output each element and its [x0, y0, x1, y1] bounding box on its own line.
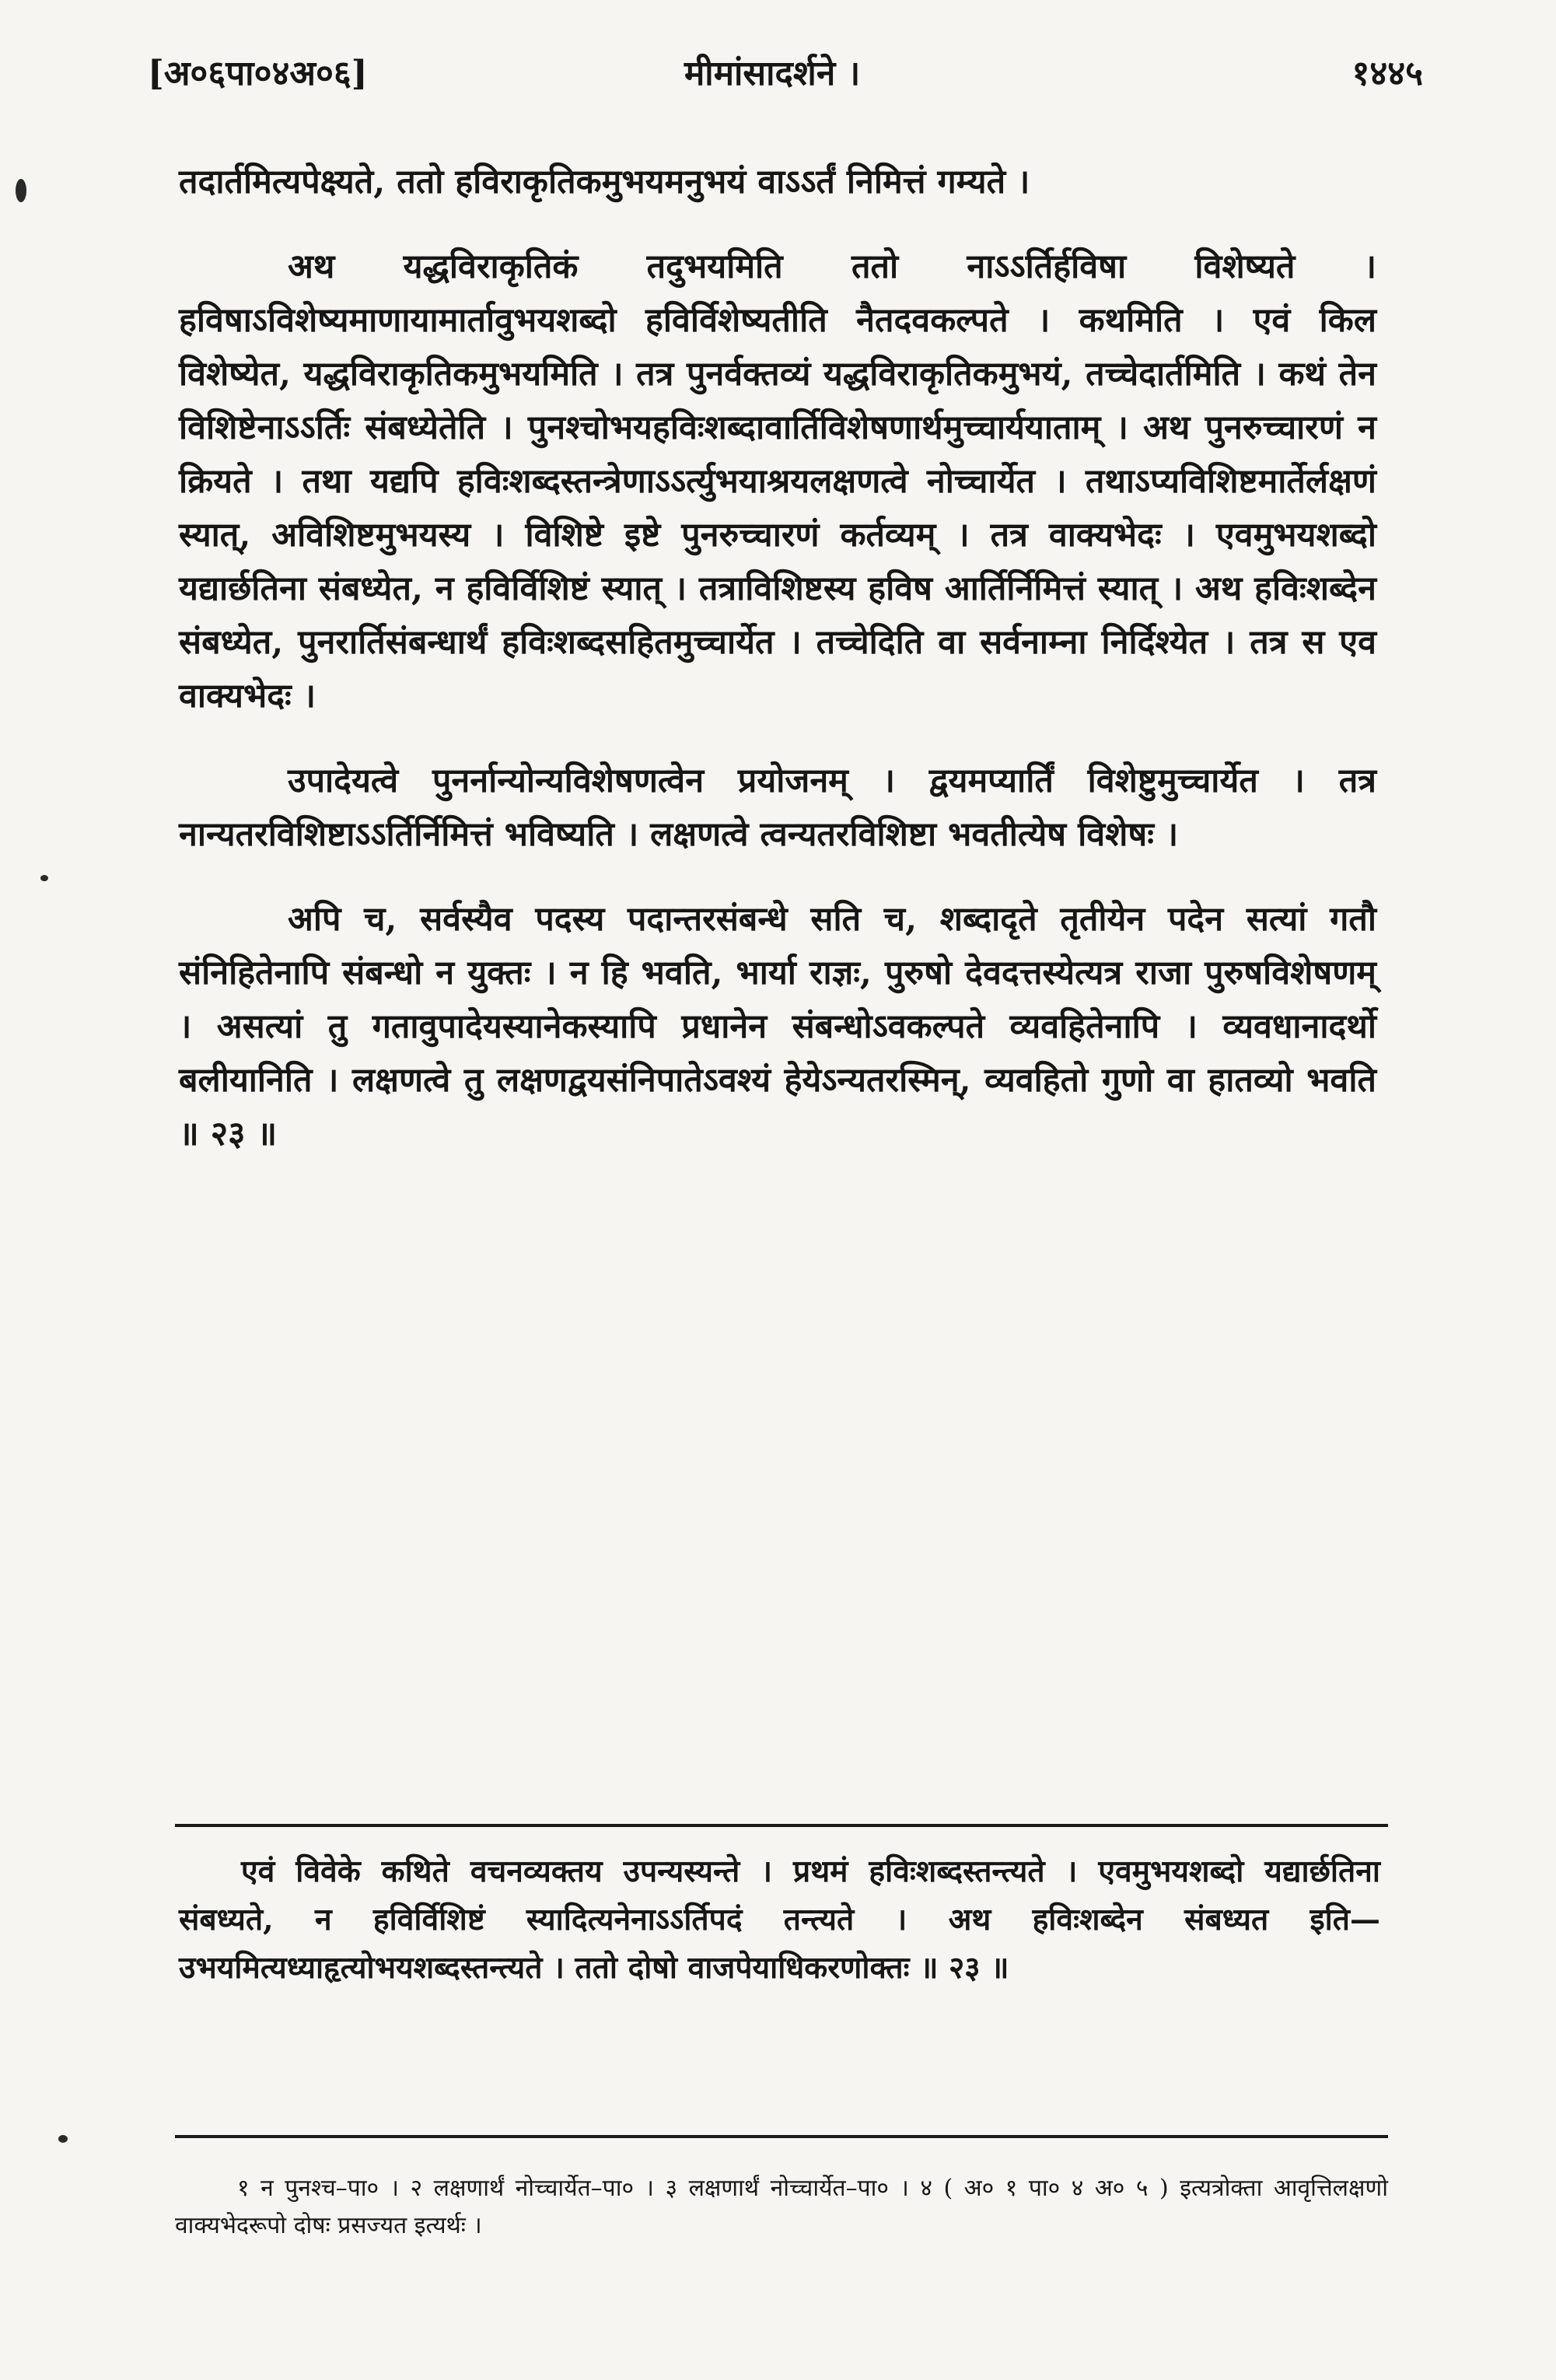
scan-speck — [16, 179, 26, 202]
footnote-divider — [175, 2135, 1388, 2138]
main-text — [179, 156, 1376, 1192]
running-header — [148, 48, 1423, 110]
paragraph: उपादेयत्वे पुनर्नान्योन्यविशेषणत्वेन प्रयोजनम् । द्वयमप्यार्तिं विशेष्टुमुच्चार्येत । तत्र नान्यतरविशिष्टाऽऽर्तिर्निमित्तं भविष्यति । लक्षणत्वे त्वन्यतरविशिष्टा भवतीत्येष विशेषः । — [179, 761, 1376, 854]
page-number: १४४५ — [1351, 54, 1423, 93]
commentary-text: एवं विवेके कथिते वचनव्यक्तय उपन्यस्यन्ते । प्रथमं हविःशब्दस्तन्त्यते । एवमुभयशब्दो यद्यार्छतिना संबध्यते, न हविर्विशिष्टं स्यादित्यनेनाऽऽर्तिपदं तन्त्यते । अथ हविःशब्देन संबध्यत इति— उभयमित्यध्याहृत्योभयशब्दस्तन्त्यते । ततो दोषो वाजपेयाधिकरणोक्तः ॥ २३ ॥ — [179, 1853, 1380, 1986]
footnotes: १ न पुनश्च–पा० । २ लक्षणार्थं नोच्चार्येत–पा० । ३ लक्षणार्थं नोच्चार्येत–पा० । ४ ( अ० १ पा० ४ अ० ५ ) इत्यत्रोक्ता आवृत्तिलक्षणो वाक्यभेदरूपो दोषः प्रसज्यत इत्यर्थः । — [175, 2175, 1388, 2239]
page-title: मीमांसादर्शने । — [684, 54, 861, 93]
paragraph: अथ यद्धविराकृतिकं तदुभयमिति ततो नाऽऽर्तिर्हविषा विशेष्यते । हविषाऽविशेष्यमाणायामार्तावुभयशब्दो हविर्विशेष्यतीति नैतदवकल्पते । कथमिति । एवं किल विशेष्येत, यद्धविराकृतिकमुभयमिति । तत्र पुनर्वक्तव्यं यद्धविराकृतिकमुभयं, तच्चेदार्तमिति । कथं तेन विशिष्टेनाऽऽर्तिः संबध्येतेति । पुनश्चोभयहविःशब्दावार्तिविशेषणार्थमुच्चार्ययाताम् । अथ पुनरुच्चारणं न क्रियते । तथा यद्यपि हविःशब्दस्तन्त्रेणाऽऽर्त्युभयाश्रयलक्षणत्वे नोच्चार्येत । तथाऽप्यविशिष्टमार्तेर्लक्षणं स्यात्, अविशिष्टमुभयस्य । विशिष्टे इष्टे पुनरुच्चारणं कर्तव्यम् । तत्र वाक्यभेदः । एवमुभयशब्दो यद्यार्छतिना संबध्येत, न हविर्विशिष्टं स्यात् । तत्राविशिष्टस्य हविष आर्तिर्निमित्तं स्यात् । अथ हविःशब्देन संबध्येत, पुनरार्तिसंबन्धार्थं हविःशब्दसहितमुच्चार्येत । तच्चेदिति वा सर्वनाम्ना निर्दिश्येत । तत्र स एव वाक्यभेदः । — [179, 247, 1376, 716]
scan-speck — [58, 2135, 68, 2143]
paragraph: अपि च, सर्वस्यैव पदस्य पदान्तरसंबन्धे सति च, शब्दादृते तृतीयेन पदेन सत्यां गतौ संनिहितेनापि संबन्धो न युक्तः । न हि भवति, भार्या राज्ञः, पुरुषो देवदत्तस्येत्यत्र राजा पुरुषविशेषणम् । असत्यां तु गतावुपादेयस्यानेकस्यापि प्रधानेन संबन्धोऽवकल्पते व्यवहितेनापि । व्यवधानादर्थो बलीयानिति । लक्षणत्वे तु लक्षणद्वयसंनिपातेऽवश्यं हेयेऽन्यतरस्मिन्, व्यवहितो गुणो वा हातव्यो भवति ॥ २३ ॥ — [179, 900, 1376, 1153]
paragraph: तदार्तमित्यपेक्ष्यते, ततो हविराकृतिकमुभयमनुभयं वाऽऽर्तं निमित्तं गम्यते । — [179, 163, 1030, 201]
scan-speck — [40, 875, 48, 881]
section-divider — [175, 1824, 1388, 1827]
section-reference: [अ०६पा०४अ०६] — [148, 54, 368, 93]
